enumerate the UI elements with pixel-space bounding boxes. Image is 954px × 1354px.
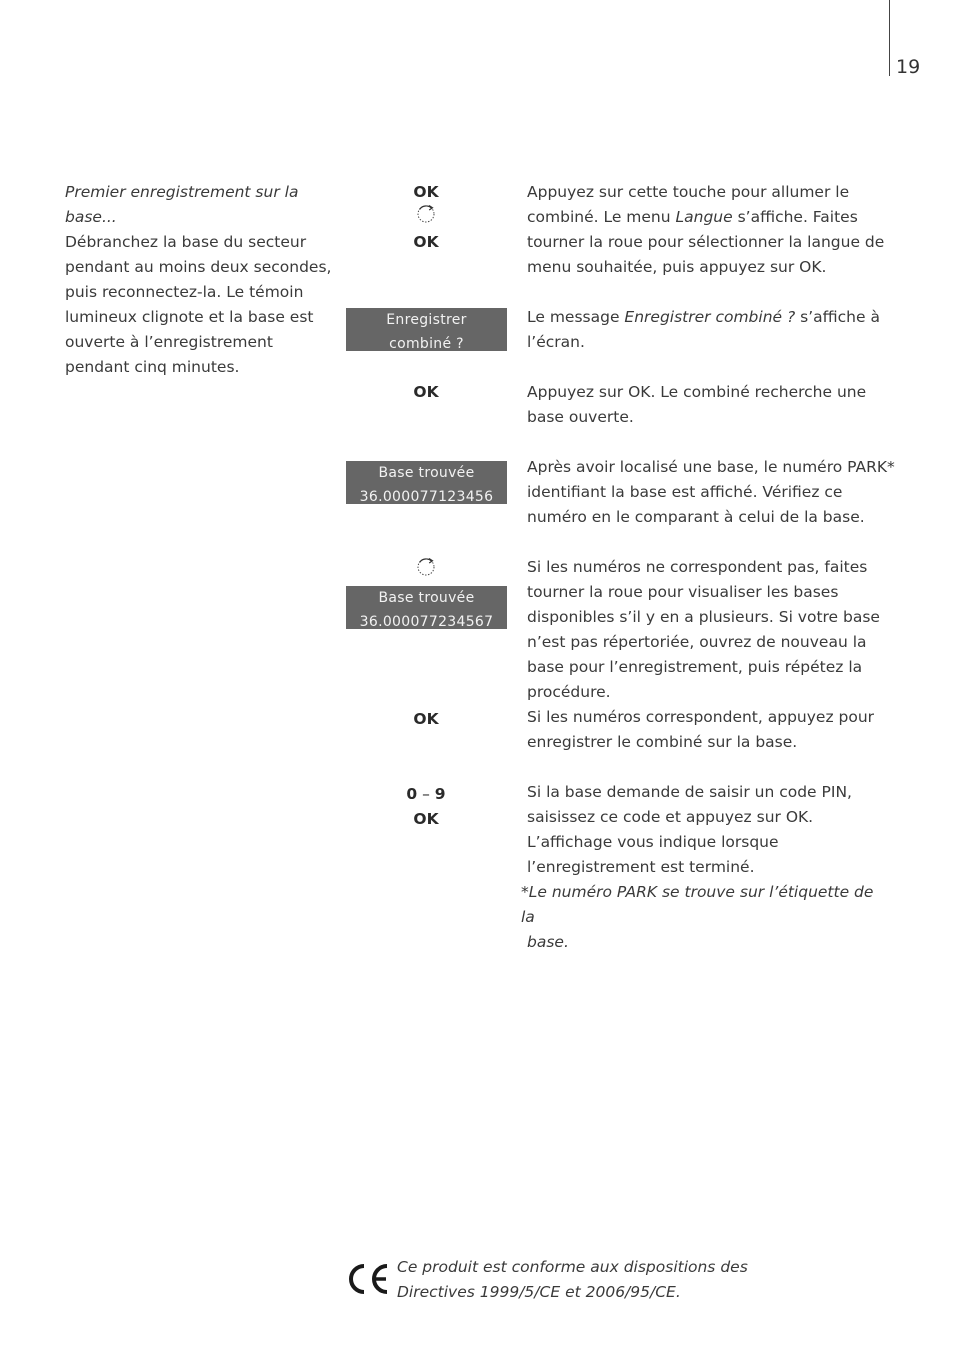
display-screen (346, 308, 507, 351)
ce-mark-icon (345, 1262, 391, 1296)
intro-section (65, 180, 337, 380)
ok-key-label: OK (413, 383, 439, 401)
step-description: Si les numéros ne correspondent pas, faites tourner la roue pour visualiser les bases disponibles s’il y en a plusieurs. Si votre base n’est pas répertoriée, ouvrez de nouveau la base pour l’enregistrement, puis répétez la procédure. (527, 558, 880, 701)
step-description: Le message Enregistrer combiné ? s’affiche à l’écran. (527, 308, 880, 351)
step-description: Après avoir localisé une base, le numéro PARK* identifiant la base est affiché. Vérifiez ce numéro en le comparant à celui de la base. (527, 458, 895, 526)
wheel-rotate-icon (416, 203, 436, 223)
display-line: 36.000077234567 (359, 614, 494, 630)
page-number: 19 (896, 56, 921, 78)
step-description: Si les numéros correspondent, appuyez pour enregistrer le combiné sur la base. (527, 708, 875, 751)
display-line: combiné ? (389, 336, 464, 352)
step-description: Appuyez sur cette touche pour allumer le combiné. Le menu Langue s’affiche. Faites tourner la roue pour sélectionner la langue de menu souhaitée, puis appuyez sur OK. (527, 183, 885, 276)
display-line: Base trouvée (378, 465, 475, 481)
page-rule (889, 0, 890, 76)
conformity-statement: Ce produit est conforme aux dispositions des Directives 1999/5/CE et 2006/95/CE. (397, 1258, 748, 1301)
wheel-rotate-icon (416, 556, 436, 576)
footnote (521, 880, 891, 955)
digit-keys-label: 0 – 9 (406, 785, 446, 803)
footnote-line: base. (527, 933, 569, 951)
display-line: Enregistrer (386, 312, 467, 328)
intro-heading: Premier enregistrement sur la base... (65, 183, 299, 226)
ok-key-label: OK (413, 233, 439, 251)
ok-key-label: OK (413, 810, 439, 828)
ok-key-label: OK (413, 183, 439, 201)
display-line: 36.000077123456 (359, 489, 494, 505)
display-screen (346, 586, 507, 629)
footnote-line: *Le numéro PARK se trouve sur l’étiquette de la (521, 883, 874, 926)
display-screen (346, 461, 507, 504)
intro-body: Débranchez la base du secteur pendant au moins deux secondes, puis reconnectez-la. Le témoin lumineux clignote et la base est ouverte à l’enregistrement pendant cinq minutes. (65, 233, 332, 376)
step-description: Appuyez sur OK. Le combiné recherche une base ouverte. (527, 383, 867, 426)
ok-key-label: OK (413, 710, 439, 728)
step-description: Si la base demande de saisir un code PIN, saisissez ce code et appuyez sur OK. L’affichage vous indique lorsque l’enregistrement est terminé. (527, 783, 852, 876)
display-line: Base trouvée (378, 590, 475, 606)
